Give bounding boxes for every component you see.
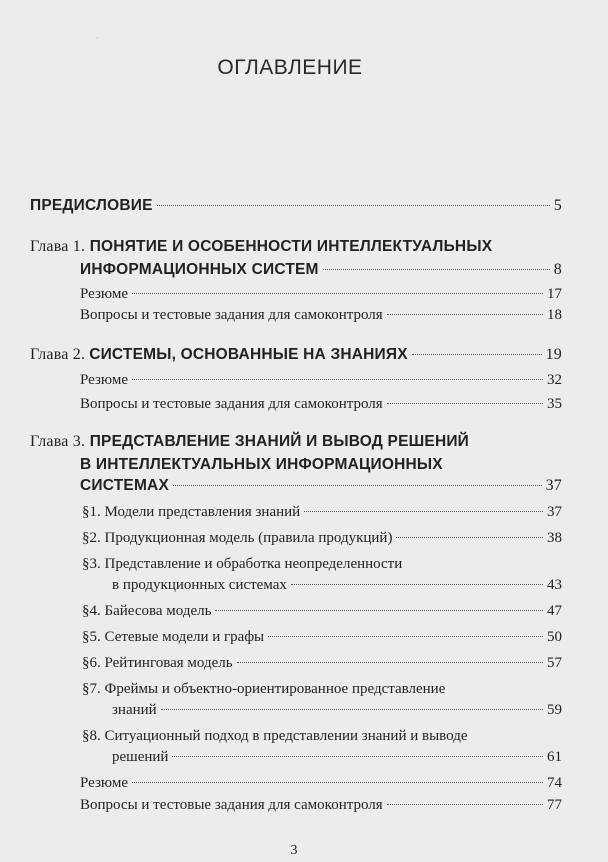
dot-leader bbox=[132, 782, 543, 783]
toc-page-number: 77 bbox=[547, 797, 562, 813]
toc-page-number: 43 bbox=[547, 577, 562, 593]
chapter-number: Глава 2. bbox=[30, 346, 86, 363]
toc-page-number: 57 bbox=[547, 655, 562, 671]
toc-page-number: 61 bbox=[547, 749, 562, 765]
chapter-title-line: СИСТЕМАХ bbox=[80, 477, 169, 494]
toc-section-5[interactable] bbox=[82, 629, 562, 646]
toc-page-number: 74 bbox=[547, 775, 562, 791]
chapter-title-line: ПРЕДСТАВЛЕНИЕ ЗНАНИЙ И ВЫВОД РЕШЕНИЙ bbox=[89, 433, 470, 450]
toc-page-number: 35 bbox=[547, 396, 562, 412]
toc-entry-label: §5. Сетевые модели и графы bbox=[82, 629, 265, 645]
toc-entry-questions[interactable] bbox=[80, 396, 562, 413]
dot-leader bbox=[161, 709, 543, 710]
toc-section-7-line-2[interactable] bbox=[112, 702, 562, 719]
chapter-1-heading-line-1[interactable] bbox=[30, 238, 492, 256]
toc-entry-preface[interactable] bbox=[30, 197, 562, 215]
toc-page-number: 38 bbox=[547, 530, 562, 546]
dot-leader bbox=[412, 354, 542, 355]
dot-leader bbox=[387, 314, 543, 315]
toc-entry-resume[interactable] bbox=[80, 775, 562, 792]
toc-entry-label: Вопросы и тестовые задания для самоконтроля bbox=[80, 797, 383, 813]
dot-leader bbox=[132, 379, 543, 380]
dot-leader bbox=[172, 756, 543, 757]
toc-page-number: 47 bbox=[547, 603, 562, 619]
dot-leader bbox=[323, 269, 550, 270]
toc-entry-label: Вопросы и тестовые задания для самоконтроля bbox=[80, 396, 383, 412]
bleed-through-text: · bbox=[95, 30, 100, 45]
toc-page-number: 18 bbox=[547, 307, 562, 323]
toc-entry-questions[interactable] bbox=[80, 307, 562, 324]
chapter-number: Глава 3. bbox=[30, 433, 86, 450]
dot-leader bbox=[291, 584, 543, 585]
chapter-title-line: ПОНЯТИЕ И ОСОБЕННОСТИ ИНТЕЛЛЕКТУАЛЬНЫХ bbox=[89, 238, 493, 255]
toc-entry-label: Резюме bbox=[80, 775, 129, 791]
dot-leader bbox=[387, 804, 543, 805]
chapter-3-heading-line-1[interactable] bbox=[30, 433, 469, 451]
dot-leader bbox=[173, 485, 542, 486]
toc-page-number: 32 bbox=[547, 372, 562, 388]
toc-entry-questions[interactable] bbox=[80, 797, 562, 814]
toc-page-number: 8 bbox=[553, 261, 562, 278]
dot-leader bbox=[237, 662, 543, 663]
chapter-title-line: ИНФОРМАЦИОННЫХ СИСТЕМ bbox=[80, 261, 319, 278]
toc-entry-label: §2. Продукционная модель (правила продукций) bbox=[82, 530, 393, 546]
toc-page-number: 37 bbox=[545, 477, 562, 494]
toc-section-3-line-1[interactable] bbox=[82, 556, 402, 573]
dot-leader bbox=[132, 293, 543, 294]
toc-entry-label: Резюме bbox=[80, 286, 129, 302]
chapter-number: Глава 1. bbox=[30, 238, 86, 255]
toc-page-number: 19 bbox=[545, 346, 562, 363]
toc-entry-label: §1. Модели представления знаний bbox=[82, 504, 301, 520]
toc-entry-label: §6. Рейтинговая модель bbox=[82, 655, 233, 671]
toc-section-2[interactable] bbox=[82, 530, 562, 547]
toc-page-number: 59 bbox=[547, 702, 562, 718]
dot-leader bbox=[304, 511, 543, 512]
dot-leader bbox=[157, 205, 550, 206]
toc-entry-label: §3. Представление и обработка неопределенности bbox=[82, 556, 403, 572]
toc-entry-label: Вопросы и тестовые задания для самоконтроля bbox=[80, 307, 383, 323]
page-title: ОГЛАВЛЕНИЕ bbox=[217, 56, 363, 79]
toc-section-8-line-1[interactable] bbox=[82, 728, 468, 745]
chapter-1-heading-line-2[interactable] bbox=[80, 261, 562, 279]
toc-section-3-line-2[interactable] bbox=[112, 577, 562, 594]
toc-entry-label: §7. Фреймы и объектно-ориентированное представление bbox=[82, 681, 446, 697]
chapter-3-heading-line-2[interactable] bbox=[80, 456, 443, 474]
dot-leader bbox=[215, 610, 543, 611]
page-number: 3 bbox=[290, 843, 298, 858]
toc-page-number: 37 bbox=[547, 504, 562, 520]
toc-section-1[interactable] bbox=[82, 504, 562, 521]
toc-entry-label: знаний bbox=[112, 702, 157, 718]
toc-entry-label: ПРЕДИСЛОВИЕ bbox=[30, 197, 153, 214]
dot-leader bbox=[387, 403, 543, 404]
dot-leader bbox=[268, 636, 543, 637]
toc-section-8-line-2[interactable] bbox=[112, 749, 562, 766]
toc-page-number: 17 bbox=[547, 286, 562, 302]
toc-page-number: 5 bbox=[553, 197, 562, 214]
chapter-2-heading[interactable] bbox=[30, 346, 562, 364]
toc-entry-resume[interactable] bbox=[80, 372, 562, 389]
chapter-title-line: СИСТЕМЫ, ОСНОВАННЫЕ НА ЗНАНИЯХ bbox=[89, 346, 408, 363]
toc-section-7-line-1[interactable] bbox=[82, 681, 445, 698]
toc-page-number: 50 bbox=[547, 629, 562, 645]
toc-entry-label: Резюме bbox=[80, 372, 129, 388]
dot-leader bbox=[396, 537, 543, 538]
toc-section-4[interactable] bbox=[82, 603, 562, 620]
toc-entry-label: §8. Ситуационный подход в представлении знаний и выводе bbox=[82, 728, 468, 744]
toc-section-6[interactable] bbox=[82, 655, 562, 672]
chapter-title-line: В ИНТЕЛЛЕКТУАЛЬНЫХ ИНФОРМАЦИОННЫХ bbox=[80, 456, 443, 473]
toc-entry-resume[interactable] bbox=[80, 286, 562, 303]
chapter-3-heading-line-3[interactable] bbox=[80, 477, 562, 495]
toc-entry-label: в продукционных системах bbox=[112, 577, 287, 593]
toc-entry-label: решений bbox=[112, 749, 169, 765]
toc-entry-label: §4. Байесова модель bbox=[82, 603, 212, 619]
